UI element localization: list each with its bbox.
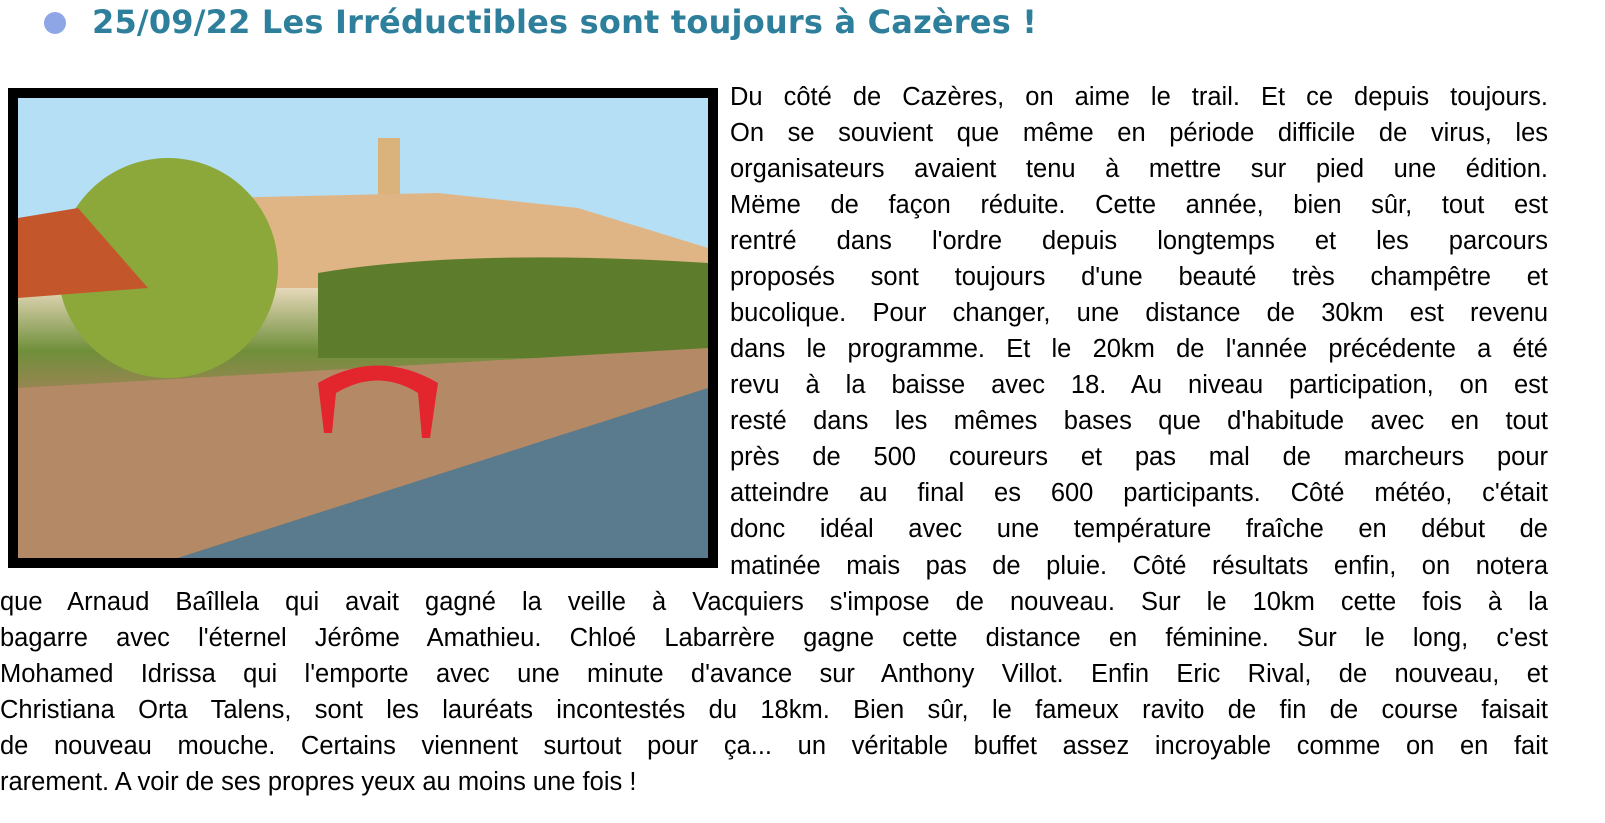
text-line: Christiana Orta Talens, sont les lauréats incontestés du 18km. Bien sûr, le fameux ravito de fin de course faisait: [0, 696, 1548, 724]
text-line: donc idéal avec une température fraîche en début de: [730, 515, 1548, 543]
article-title: 25/09/22 Les Irréductibles sont toujours à Cazères !: [92, 3, 1038, 41]
photo-illustration: [18, 98, 708, 558]
text-line: de nouveau mouche. Certains viennent surtout pour ça... un véritable buffet assez incroyable comme on en fait: [0, 732, 1548, 760]
text-line: dans le programme. Et le 20km de l'année précédente a été: [730, 335, 1548, 363]
text-line: près de 500 coureurs et pas mal de marcheurs pour: [730, 443, 1548, 471]
text-line: que Arnaud Baîllela qui avait gagné la veille à Vacquiers s'impose de nouveau. Sur le 10km cette fois à la: [0, 588, 1548, 616]
text-line: On se souvient que même en période difficile de virus, les: [730, 119, 1548, 147]
text-line: bucolique. Pour changer, une distance de 30km est revenu: [730, 299, 1548, 327]
text-line: organisateurs avaient tenu à mettre sur pied une édition.: [730, 155, 1548, 183]
text-line: matinée mais pas de pluie. Côté résultats enfin, on notera: [730, 552, 1548, 580]
text-line: revu à la baisse avec 18. Au niveau participation, on est: [730, 371, 1548, 399]
article-photo: [8, 88, 718, 568]
text-line: Du côté de Cazères, on aime le trail. Et ce depuis toujours.: [730, 83, 1548, 111]
text-line: Mohamed Idrissa qui l'emporte avec une minute d'avance sur Anthony Villot. Enfin Eric Rival, de nouveau, et: [0, 660, 1548, 688]
text-line: resté dans les mêmes bases que d'habitude avec en tout: [730, 407, 1548, 435]
bullet-icon: [44, 12, 66, 34]
text-line: rentré dans l'ordre depuis longtemps et les parcours: [730, 227, 1548, 255]
text-line: Mëme de façon réduite. Cette année, bien sûr, tout est: [730, 191, 1548, 219]
trees: [318, 257, 708, 358]
text-line: proposés sont toujours d'une beauté très champêtre et: [730, 263, 1548, 291]
text-line: atteindre au final es 600 participants. Côté météo, c'était: [730, 479, 1548, 507]
text-line: rarement. A voir de ses propres yeux au moins une fois !: [0, 768, 637, 796]
text-line: bagarre avec l'éternel Jérôme Amathieu. Chloé Labarrère gagne cette distance en féminine. Sur le long, c'est: [0, 624, 1548, 652]
